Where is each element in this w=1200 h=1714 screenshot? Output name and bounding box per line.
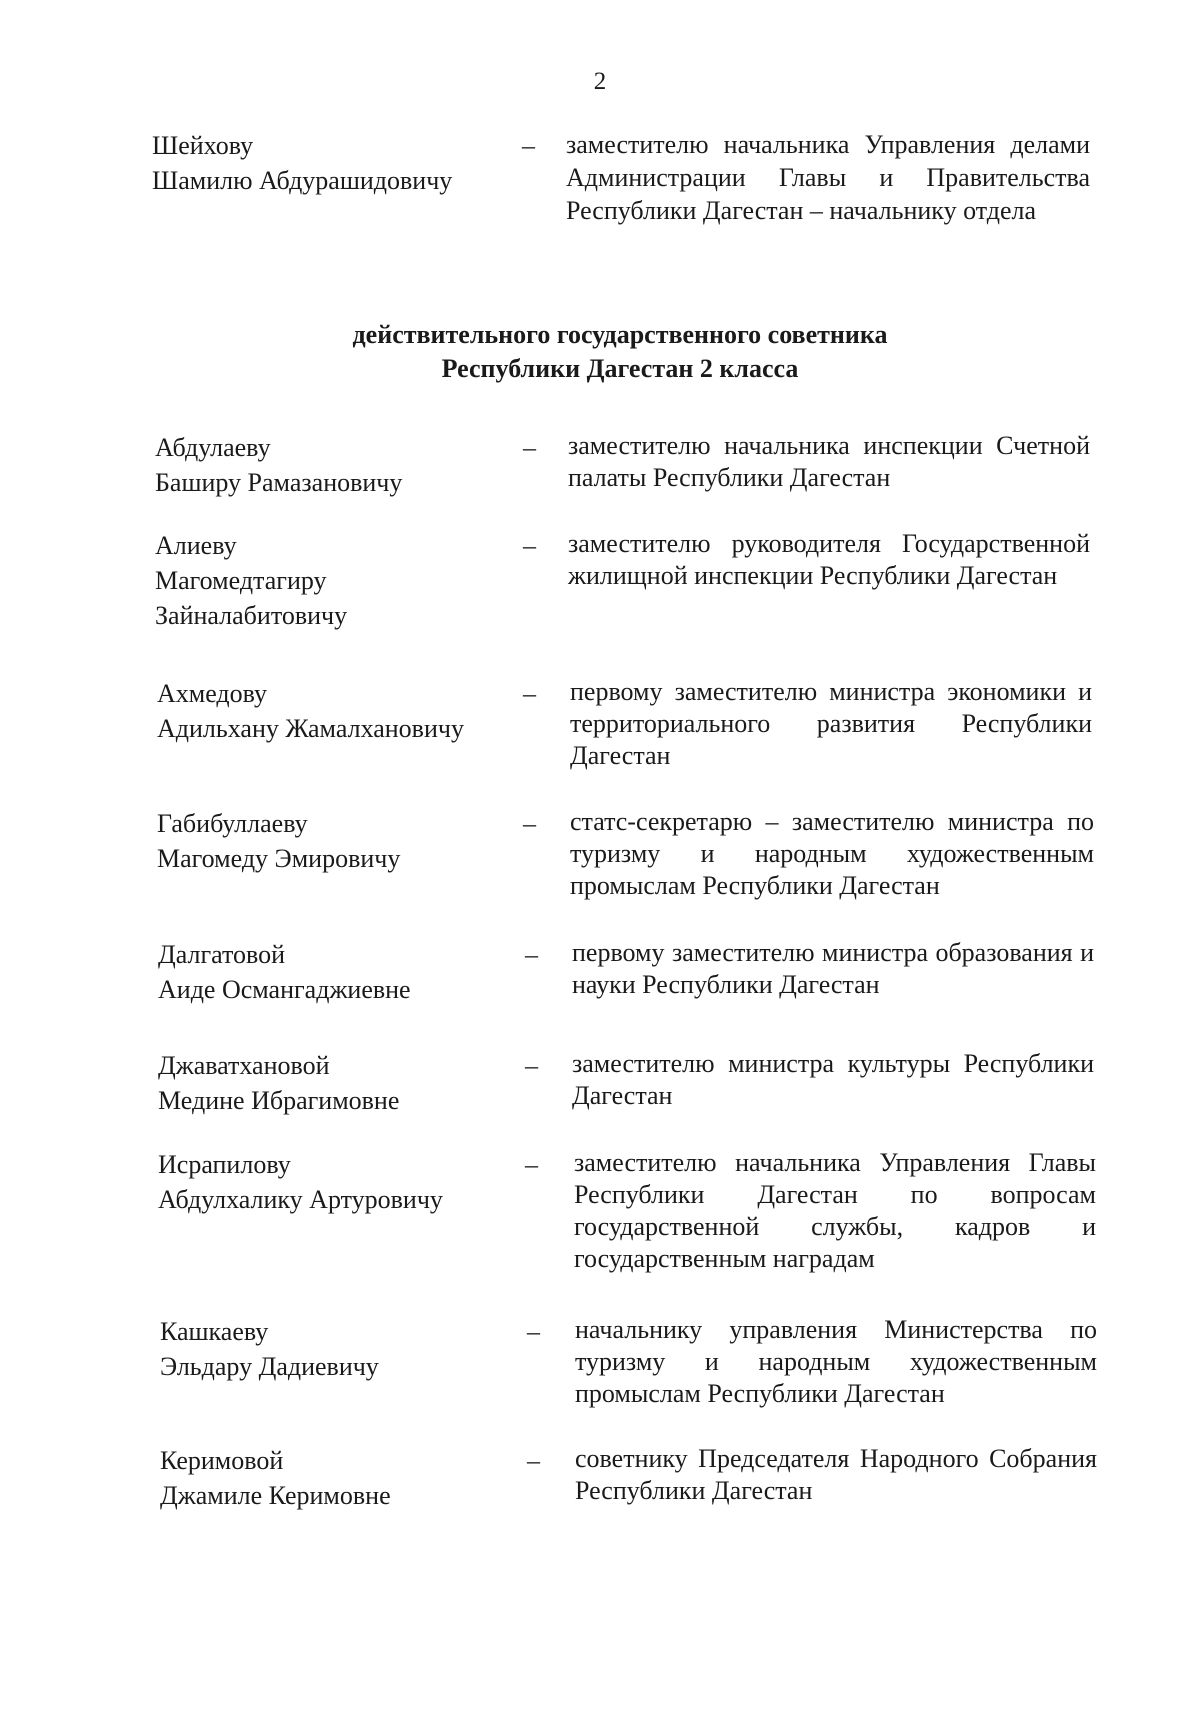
heading-line-2: Республики Дагестан 2 класса: [441, 354, 799, 383]
separator-dash: –: [525, 1150, 538, 1179]
position-description: заместителю руководителя Государственной жилищной инспекции Республики Дагестан: [568, 529, 1090, 590]
person-name-line: Баширу Рамазановичу: [155, 468, 403, 497]
section-heading: [0, 318, 1200, 386]
person-name-line: Магомеду Эмировичу: [157, 844, 401, 873]
person-name-line: Далгатовой: [158, 940, 286, 969]
person-name: [158, 1147, 518, 1217]
separator-dash: –: [523, 531, 536, 560]
separator-dash: –: [525, 940, 538, 969]
person-name-line: Зайналабитовичу: [155, 601, 348, 630]
person-surname: Шейхову: [152, 131, 254, 160]
person-name-line: Абдулхалику Артуровичу: [158, 1185, 443, 1214]
person-name-line: Ахмедову: [157, 679, 268, 708]
page-number: 2: [593, 68, 607, 95]
person-name-line: Алиеву: [155, 531, 237, 560]
person-name: [158, 1048, 518, 1118]
person-name: [160, 1314, 520, 1384]
person-given-name: Шамилю Абдурашидовичу: [152, 166, 453, 195]
person-name: [157, 806, 517, 876]
person-name-line: Адильхану Жамалхановичу: [157, 714, 464, 743]
position-description: заместителю начальника Управления Главы Республики Дагестан по вопросам государственной службы, кадров и государственным наградам: [574, 1148, 1096, 1273]
person-name-line: Аиде Османгаджиевне: [158, 975, 411, 1004]
person-name-line: Джаватхановой: [158, 1051, 330, 1080]
separator-dash: –: [527, 1446, 540, 1475]
separator-dash: –: [523, 433, 536, 462]
separator-dash: –: [523, 809, 536, 838]
person-name-line: Кашкаеву: [160, 1317, 269, 1346]
person-name: [157, 676, 517, 746]
position-description: статс-секретарю – заместителю министра по туризму и народным художественным промыслам Республики Дагестан: [570, 807, 1094, 900]
position-description: советнику Председателя Народного Собрания Республики Дагестан: [575, 1444, 1097, 1505]
person-name-line: Керимовой: [160, 1446, 284, 1475]
separator-dash: –: [527, 1317, 540, 1346]
person-name-line: Эльдару Дадиевичу: [160, 1352, 379, 1381]
heading-line-1: действительного государственного советника: [352, 320, 888, 349]
position-description: первому заместителю министра экономики и территориального развития Республики Дагестан: [570, 677, 1092, 770]
position-description: начальнику управления Министерства по туризму и народным художественным промыслам Республики Дагестан: [575, 1315, 1097, 1408]
person-name: [160, 1443, 520, 1513]
person-name-line: Исрапилову: [158, 1150, 291, 1179]
person-name-line: Медине Ибрагимовне: [158, 1086, 400, 1115]
separator-dash: –: [522, 131, 535, 160]
person-name-line: Джамиле Керимовне: [160, 1481, 391, 1510]
person-name-line: Магомедтагиру: [155, 566, 327, 595]
person-name: [152, 128, 512, 198]
position-description: первому заместителю министра образования и науки Республики Дагестан: [572, 938, 1094, 999]
person-name: [155, 528, 515, 633]
separator-dash: –: [525, 1051, 538, 1080]
position-description: заместителю начальника Управления делами Администрации Главы и Правительства Республики Дагестан – начальнику отдела: [566, 130, 1090, 225]
person-name-line: Габибуллаеву: [157, 809, 308, 838]
position-description: заместителю начальника инспекции Счетной палаты Республики Дагестан: [568, 431, 1090, 492]
position-description: заместителю министра культуры Республики Дагестан: [572, 1049, 1094, 1110]
person-name: [158, 937, 518, 1007]
person-name: [155, 430, 515, 500]
separator-dash: –: [523, 679, 536, 708]
person-name-line: Абдулаеву: [155, 433, 271, 462]
